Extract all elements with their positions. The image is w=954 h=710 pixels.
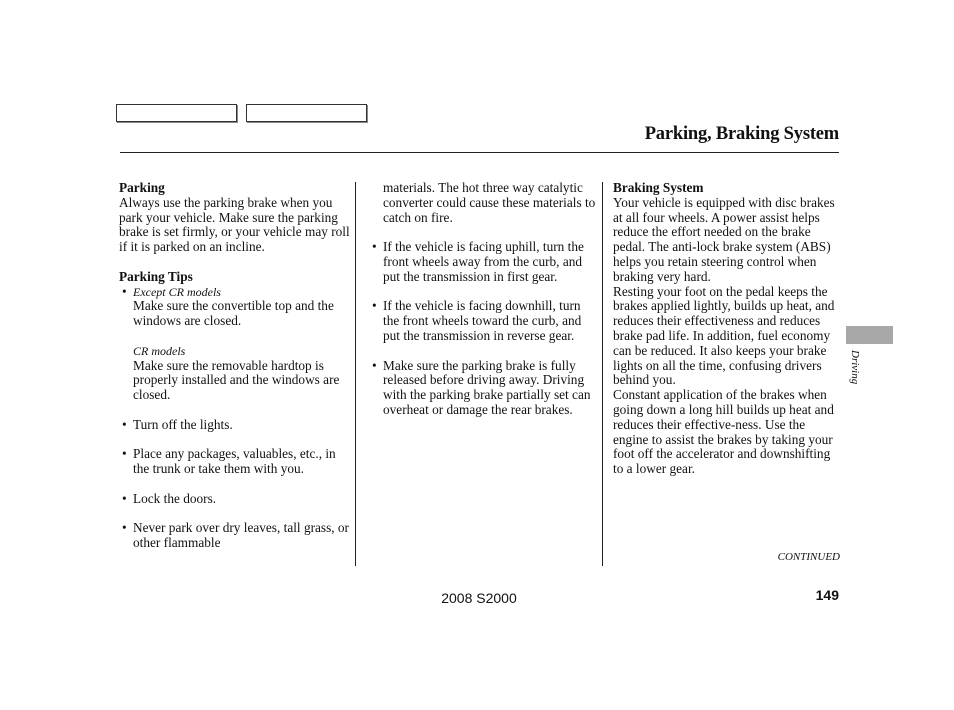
tip-lights: • Turn off the lights.	[122, 416, 233, 432]
nav-button-next[interactable]	[246, 104, 367, 122]
bullet-icon: •	[372, 239, 377, 255]
continued-label: CONTINUED	[777, 551, 840, 563]
column-divider-2	[602, 182, 603, 566]
bullet-icon: •	[372, 357, 377, 373]
parking-paragraph: Always use the parking brake when you park your vehicle. Make sure the parking brake is set firmly, or your vehicle may roll if it is parked on an incline.	[119, 194, 350, 255]
parking-heading: Parking	[119, 180, 165, 195]
bullet-icon: •	[122, 446, 127, 462]
braking-paragraph-2: Resting your foot on the pedal keeps the brakes applied lightly, builds up heat, and reduces their effectiveness and reduces brake pad life. In addition, fuel economy can be reduced. It also keeps your brake lights on all the time, confusing drivers behind you.	[613, 283, 835, 388]
braking-paragraph-3: Constant application of the brakes when going down a long hill builds up heat and reduces their effective-ness. Use the engine to assist the brakes by taking your foot off the accelerator and downshifting to a lower gear.	[613, 387, 834, 477]
tip-downhill: • If the vehicle is facing downhill, turn the front wheels toward the curb, and put the transmission in reverse gear.	[372, 298, 582, 343]
bullet-icon: •	[122, 283, 127, 299]
tip-release-brake: • Make sure the parking brake is fully released before driving away. Driving with the parking brake partially set can overheat or damage the rear brakes.	[372, 357, 591, 417]
bullet-icon: •	[122, 416, 127, 432]
cr-text: Make sure the removable hardtop is properly installed and the windows are closed.	[133, 357, 340, 403]
braking-system-heading: Braking System	[613, 180, 704, 195]
bullet-icon: •	[122, 520, 127, 536]
section-label: Driving	[849, 350, 861, 385]
page-title: Parking, Braking System	[644, 124, 839, 144]
cr-label: CR models	[133, 343, 186, 358]
tip-packages: • Place any packages, valuables, etc., in the trunk or take them with you.	[122, 446, 336, 477]
title-rule	[120, 152, 839, 153]
tip-convertible	[119, 285, 351, 403]
except-cr-label: Except CR models	[133, 284, 221, 299]
leaves-continuation: materials. The hot three way catalytic converter could cause these materials to catch on fire.	[383, 180, 596, 225]
tip-uphill: • If the vehicle is facing uphill, turn the front wheels away from the curb, and put the transmission in first gear.	[372, 239, 584, 284]
parking-tips-heading: Parking Tips	[119, 268, 193, 284]
bullet-icon: •	[372, 298, 377, 314]
column-3	[613, 181, 841, 477]
except-cr-text: Make sure the convertible top and the windows are closed.	[133, 298, 334, 329]
section-tab	[846, 326, 893, 344]
nav-button-previous[interactable]	[116, 104, 237, 122]
tip-leaves: • Never park over dry leaves, tall grass, or other flammable	[122, 520, 349, 551]
footer-model: 2008 S2000	[441, 590, 517, 606]
column-1	[119, 181, 351, 551]
column-divider-1	[355, 182, 356, 566]
tip-doors: • Lock the doors.	[122, 490, 217, 506]
bullet-icon: •	[122, 490, 127, 506]
braking-paragraph-1: Your vehicle is equipped with disc brakes at all four wheels. A power assist helps reduce the effort needed on the brake pedal. The anti-lock brake system (ABS) helps you retain steering control when braking very hard.	[613, 194, 835, 284]
column-2	[369, 181, 597, 418]
page-number: 149	[815, 587, 839, 603]
